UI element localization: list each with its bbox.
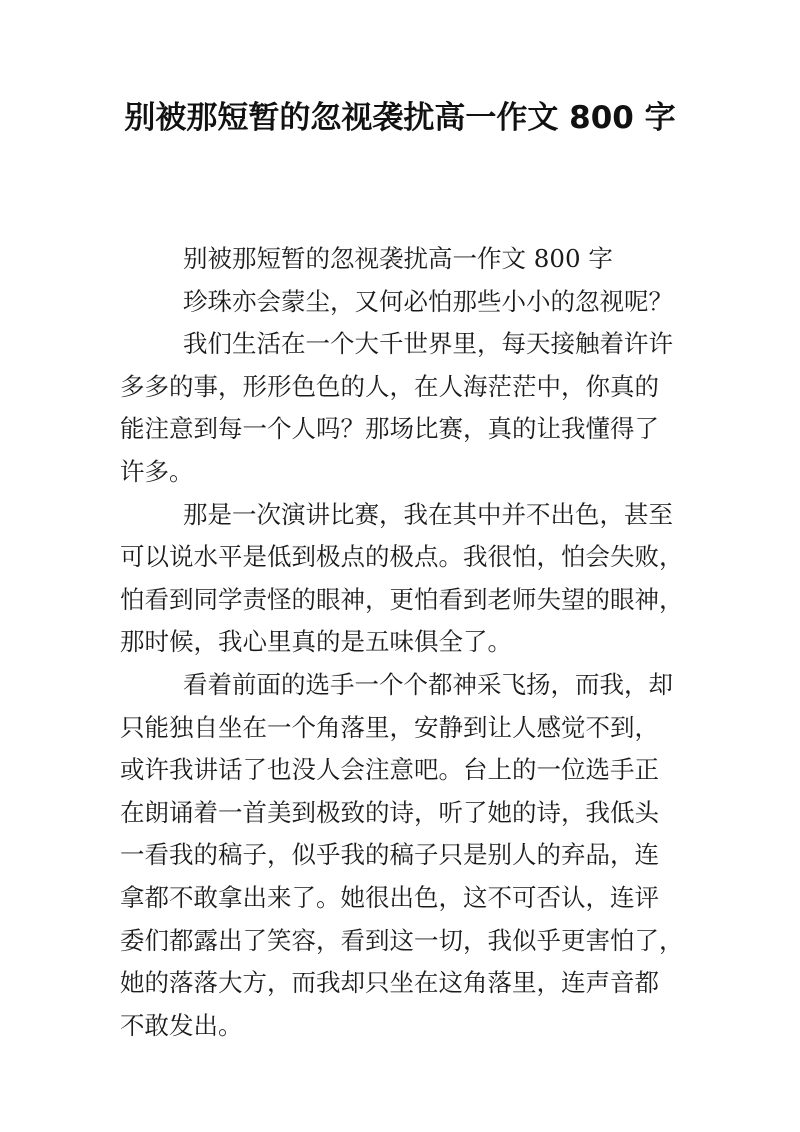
text-line: 只能独自坐在一个角落里，安静到让人感觉不到， (120, 712, 659, 742)
text-line: 委们都露出了笑容，看到这一切，我似乎更害怕了， (120, 925, 684, 955)
text-line: 怕看到同学责怪的眼神，更怕看到老师失望的眼神， (120, 584, 684, 614)
text-line: 许多。 (120, 456, 194, 486)
text-line: 那时候，我心里真的是五味俱全了。 (120, 627, 512, 657)
text-line: 多多的事，形形色色的人，在人海茫茫中，你真的 (120, 371, 659, 401)
text-line: 她的落落大方，而我却只坐在这角落里，连声音都 (120, 968, 659, 998)
text-line: 别被那短暂的忽视袭扰高一作文 800 字 (183, 244, 613, 273)
text-line: 或许我讲话了也没人会注意吧。台上的一位选手正 (120, 755, 659, 785)
text-line: 拿都不敢拿出来了。她很出色，这不可否认，连评 (120, 882, 659, 912)
text-line: 可以说水平是低到极点的极点。我很怕，怕会失败， (120, 542, 684, 572)
page-title: 别被那短暂的忽视袭扰高一作文 800 字 (124, 100, 676, 136)
text-line: 能注意到每一个人吗？那场比赛，真的让我懂得了 (120, 414, 659, 444)
text-line: 在朗诵着一首美到极致的诗，听了她的诗，我低头 (120, 797, 659, 827)
article-body (120, 238, 684, 1047)
text-line: 那是一次演讲比赛，我在其中并不出色，甚至 (183, 499, 673, 529)
text-line: 一看我的稿子，似乎我的稿子只是别人的弃品，连 (120, 840, 659, 870)
text-line: 珍珠亦会蒙尘，又何必怕那些小小的忽视呢？ (183, 286, 673, 316)
text-line: 不敢发出。 (120, 1010, 243, 1040)
text-line: 看着前面的选手一个个都神采飞扬，而我，却 (183, 669, 673, 699)
text-line: 我们生活在一个大千世界里，每天接触着许许 (183, 329, 673, 359)
